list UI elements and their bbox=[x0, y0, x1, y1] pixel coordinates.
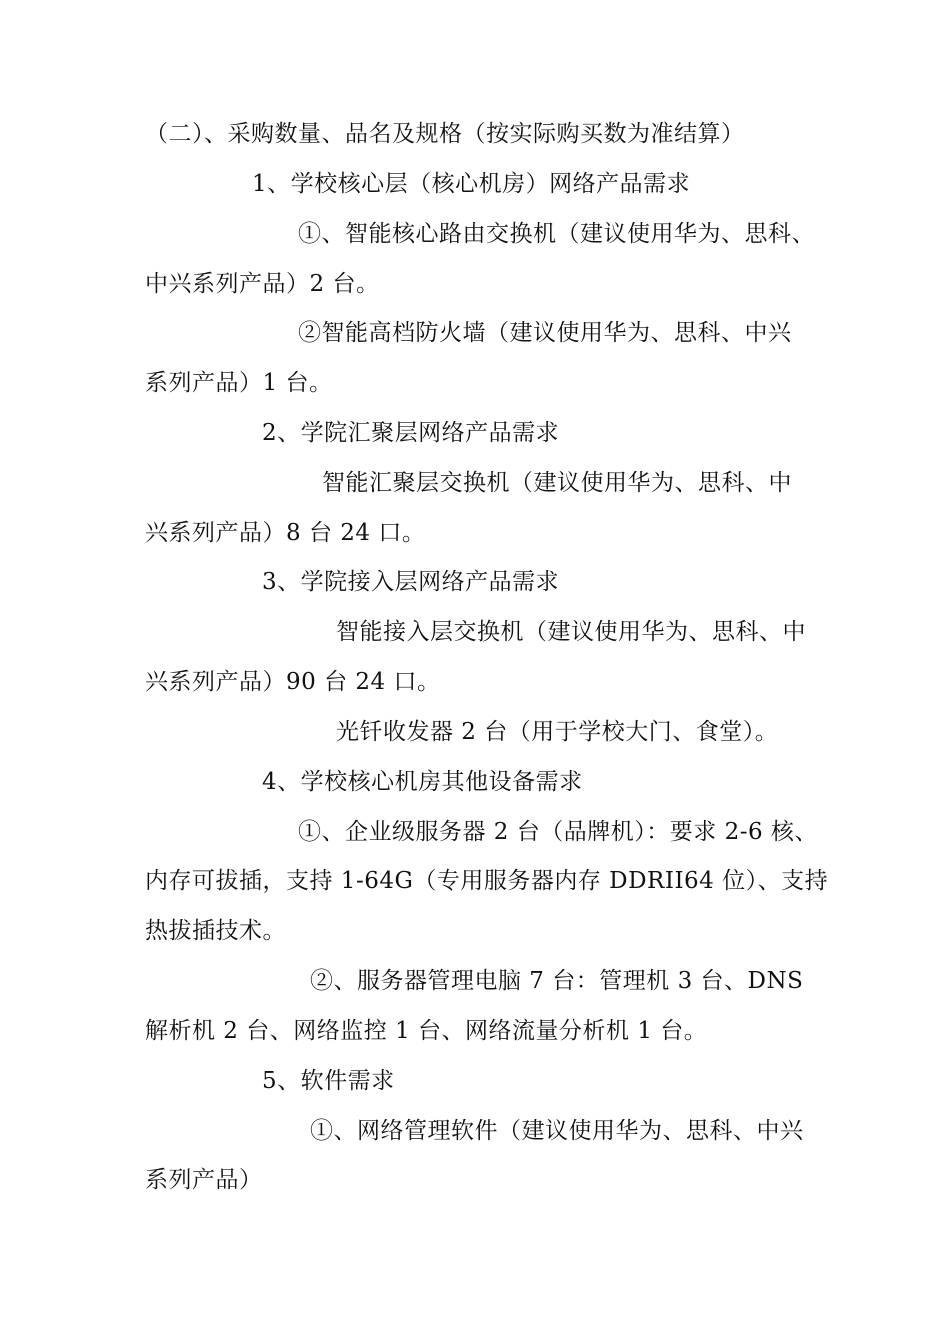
item-text: 兴系列产品）90 台 24 口。 bbox=[145, 669, 441, 695]
item-text: 兴系列产品）8 台 24 口。 bbox=[145, 520, 426, 546]
item-text: 光钎收发器 2 台（用于学校大门、食堂）。 bbox=[336, 719, 779, 745]
item-text: ①、网络管理软件（建议使用华为、思科、中兴 bbox=[310, 1118, 804, 1144]
subsection-heading-1: 1、学校核心层（核心机房）网络产品需求 bbox=[252, 171, 691, 197]
item-text: ①、企业级服务器 2 台（品牌机）：要求 2-6 核、 bbox=[298, 819, 818, 845]
item-text: 智能接入层交换机（建议使用华为、思科、中 bbox=[336, 619, 806, 645]
subsection-heading-3: 3、学院接入层网络产品需求 bbox=[262, 569, 560, 595]
item-text: 中兴系列产品）2 台。 bbox=[145, 271, 380, 297]
item-text: 热拔插技术。 bbox=[145, 918, 286, 944]
item-text: 智能汇聚层交换机（建议使用华为、思科、中 bbox=[322, 470, 792, 496]
item-text: ①、智能核心路由交换机（建议使用华为、思科、 bbox=[298, 221, 815, 247]
item-text: 解析机 2 台、网络监控 1 台、网络流量分析机 1 台。 bbox=[145, 1018, 708, 1044]
item-text: ②、服务器管理电脑 7 台：管理机 3 台、DNS bbox=[310, 968, 804, 994]
item-text: ②智能高档防火墙（建议使用华为、思科、中兴 bbox=[298, 320, 792, 346]
section-heading: （二）、采购数量、品名及规格（按实际购买数为准结算） bbox=[145, 121, 745, 147]
subsection-heading-4: 4、学校核心机房其他设备需求 bbox=[262, 769, 583, 795]
item-text: 内存可拔插，支持 1-64G（专用服务器内存 DDRII64 位）、支持 bbox=[145, 868, 829, 894]
item-text: 系列产品） bbox=[145, 1167, 263, 1193]
subsection-heading-2: 2、学院汇聚层网络产品需求 bbox=[262, 420, 560, 446]
subsection-heading-5: 5、软件需求 bbox=[262, 1068, 395, 1094]
item-text: 系列产品）1 台。 bbox=[145, 370, 333, 396]
